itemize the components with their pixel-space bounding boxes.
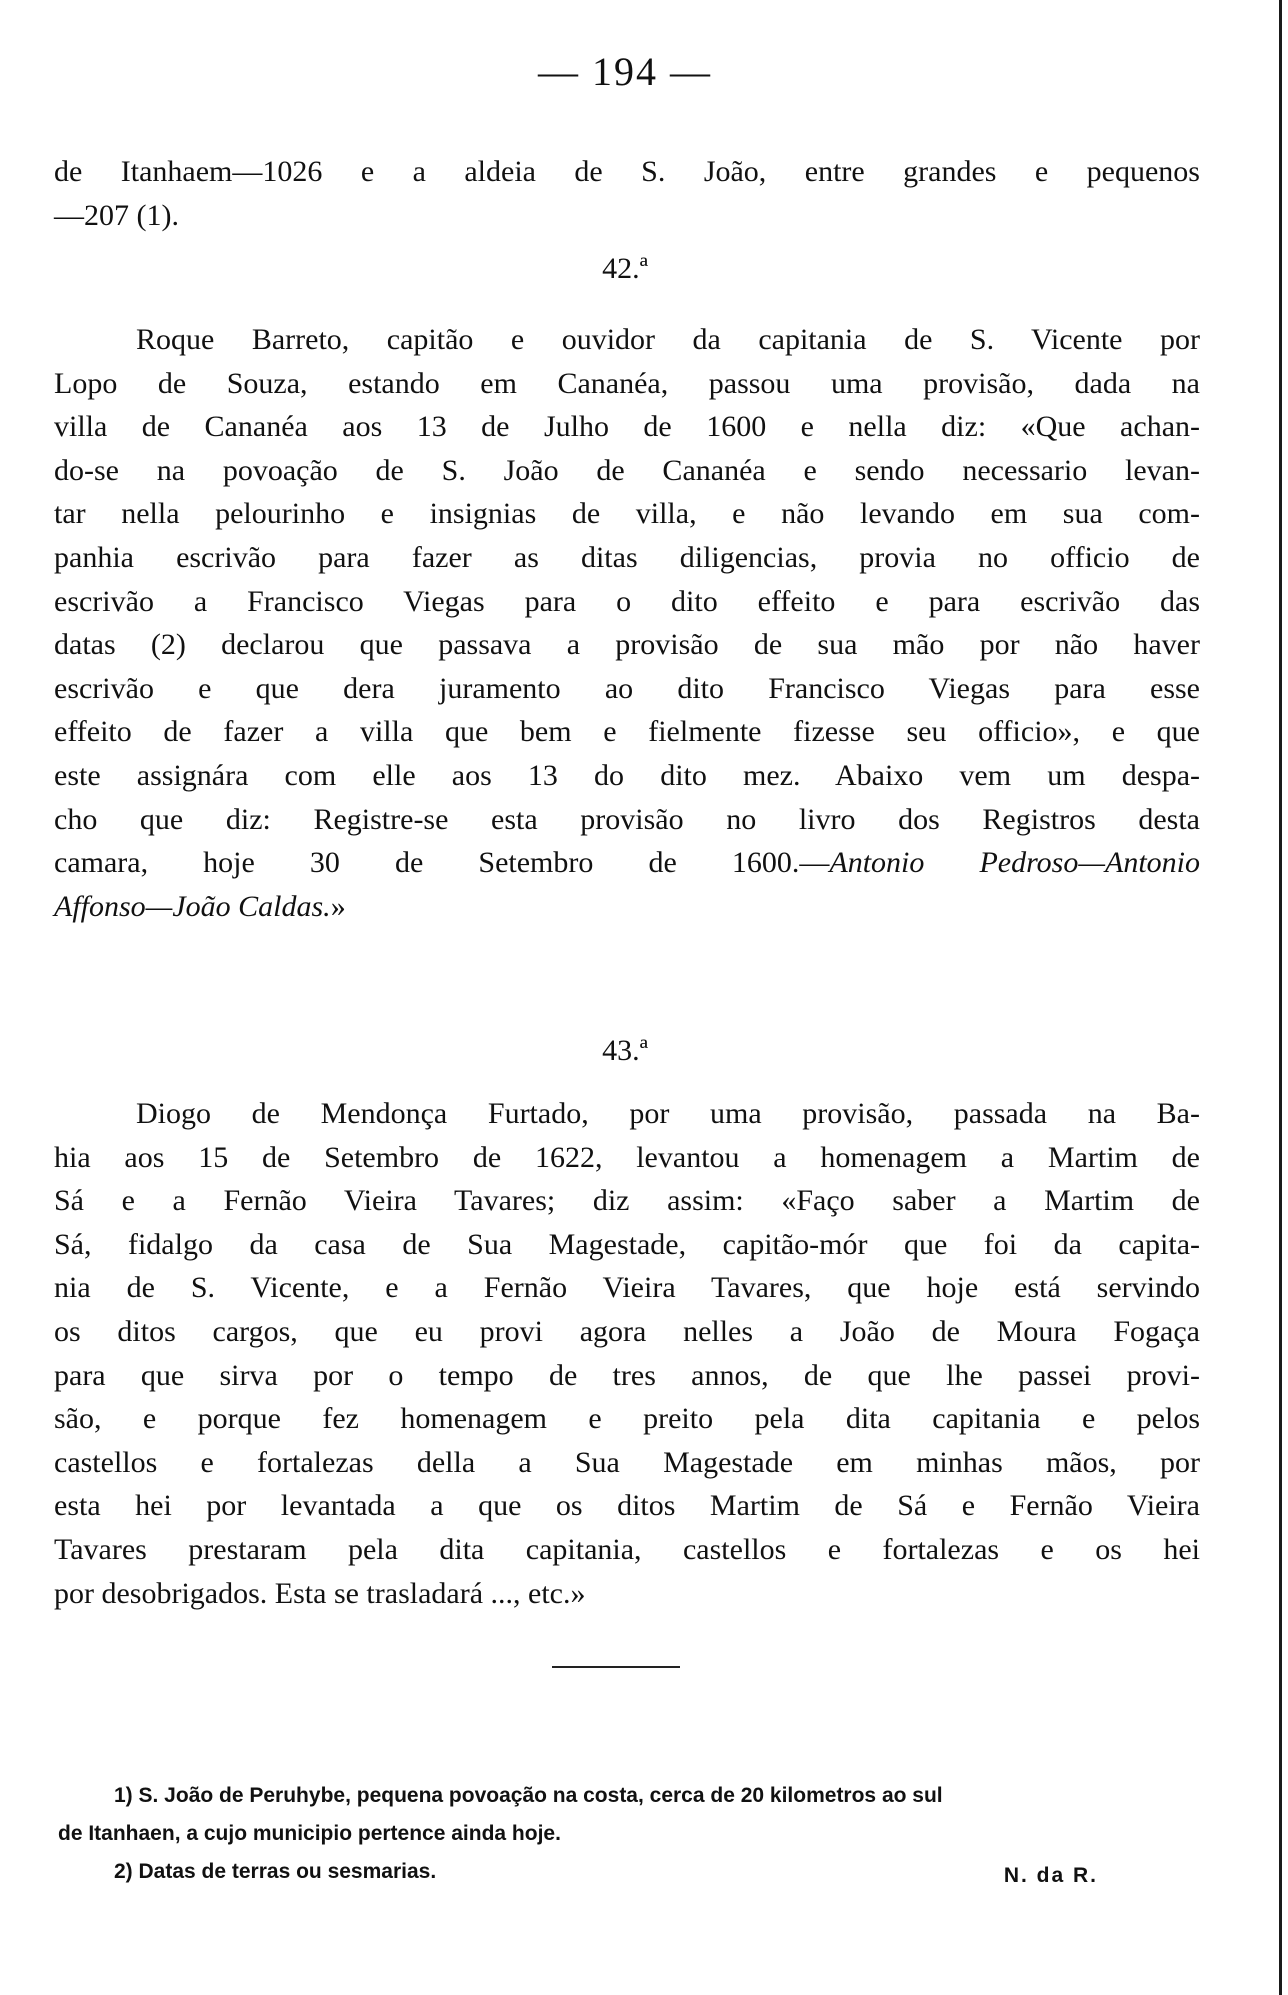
text-line: os ditos cargos, que eu provi agora nelles a João de Moura Fogaça: [54, 1314, 1200, 1348]
text-line: esta hei por levantada a que os ditos Martim de Sá e Fernão Vieira: [54, 1489, 1200, 1523]
footnote-2: 2) Datas de terras ou sesmarias.: [114, 1860, 437, 1883]
text-line: cho que diz: Registre-se esta provisão no livro dos Registros desta: [54, 802, 1200, 836]
section-heading-42: 42.ª: [602, 252, 648, 285]
text-line: hia aos 15 de Setembro de 1622, levantou a homenagem a Martim de: [54, 1140, 1200, 1174]
text-line: Lopo de Souza, estando em Cananéa, passou uma provisão, dada na: [54, 366, 1200, 400]
text-line-signatories-end: [54, 885, 1200, 929]
text-line: este assignára com elle aos 13 do dito mez. Abaixo vem um despa-: [54, 758, 1200, 792]
section-42-paragraph: [54, 318, 1200, 928]
text-line: —207 (1).: [54, 198, 179, 232]
text-line: Sá, fidalgo da casa de Sua Magestade, capitão-mór que foi da capita-: [54, 1227, 1200, 1261]
section-43-paragraph: [54, 1092, 1200, 1615]
text-line: de Itanhaem—1026 e a aldeia de S. João, entre grandes e pequenos: [54, 155, 1200, 188]
text-line: villa de Cananéa aos 13 de Julho de 1600 e nella diz: «Que achan-: [54, 410, 1200, 444]
page-edge-shadow: [1279, 0, 1282, 1995]
text-line: castellos e fortalezas della a Sua Magestade em minhas mãos, por: [54, 1445, 1200, 1479]
intro-paragraph: [54, 150, 1200, 237]
editor-signature: N. da R.: [1003, 1864, 1098, 1887]
footnote-divider: [552, 1666, 680, 1668]
text-line: datas (2) declarou que passava a provisão de sua mão por não haver: [54, 628, 1200, 662]
text-line: effeito de fazer a villa que bem e fielmente fizesse seu officio», e que: [54, 715, 1200, 749]
text-line: para que sirva por o tempo de tres annos, de que lhe passei provi-: [54, 1358, 1200, 1392]
text-line-signatories: [54, 841, 1200, 885]
text-line: são, e porque fez homenagem e preito pela dita capitania e pelos: [54, 1402, 1200, 1436]
text-line: Tavares prestaram pela dita capitania, castellos e fortalezas e os hei: [54, 1532, 1200, 1566]
footnote-1-line-1: 1) S. João de Peruhybe, pequena povoação na costa, cerca de 20 kilometros ao sul: [114, 1784, 943, 1807]
text-line: do-se na povoação de S. João de Cananéa e sendo necessario levan-: [54, 453, 1200, 487]
text-line: escrivão e que dera juramento ao dito Francisco Viegas para esse: [54, 671, 1200, 705]
text-line: escrivão a Francisco Viegas para o dito effeito e para escrivão das: [54, 584, 1200, 618]
text-line: Roque Barreto, capitão e ouvidor da capitania de S. Vicente por: [136, 323, 1200, 356]
text-line: Diogo de Mendonça Furtado, por uma provisão, passada na Ba-: [136, 1097, 1200, 1130]
text-plain: camara, hoje 30 de Setembro de 1600.—: [54, 846, 830, 880]
text-line: panhia escrivão para fazer as ditas diligencias, provia no officio de: [54, 540, 1200, 574]
signatories-italic: Affonso—João Caldas.: [54, 889, 331, 923]
footnote-1-line-2: de Itanhaen, a cujo municipio pertence ainda hoje.: [58, 1822, 561, 1845]
section-heading-43: 43.ª: [602, 1034, 648, 1067]
page-number: — 194 —: [538, 49, 712, 94]
closing-quote: »: [330, 889, 346, 923]
text-line: nia de S. Vicente, e a Fernão Vieira Tavares, que hoje está servindo: [54, 1271, 1200, 1305]
text-line: Sá e a Fernão Vieira Tavares; diz assim: «Faço saber a Martim de: [54, 1184, 1200, 1218]
signatories-italic: Antonio Pedroso—Antonio: [829, 846, 1201, 880]
text-line: por desobrigados. Esta se trasladará ..., etc.»: [54, 1576, 586, 1610]
text-line: tar nella pelourinho e insignias de villa, e não levando em sua com-: [54, 497, 1200, 531]
